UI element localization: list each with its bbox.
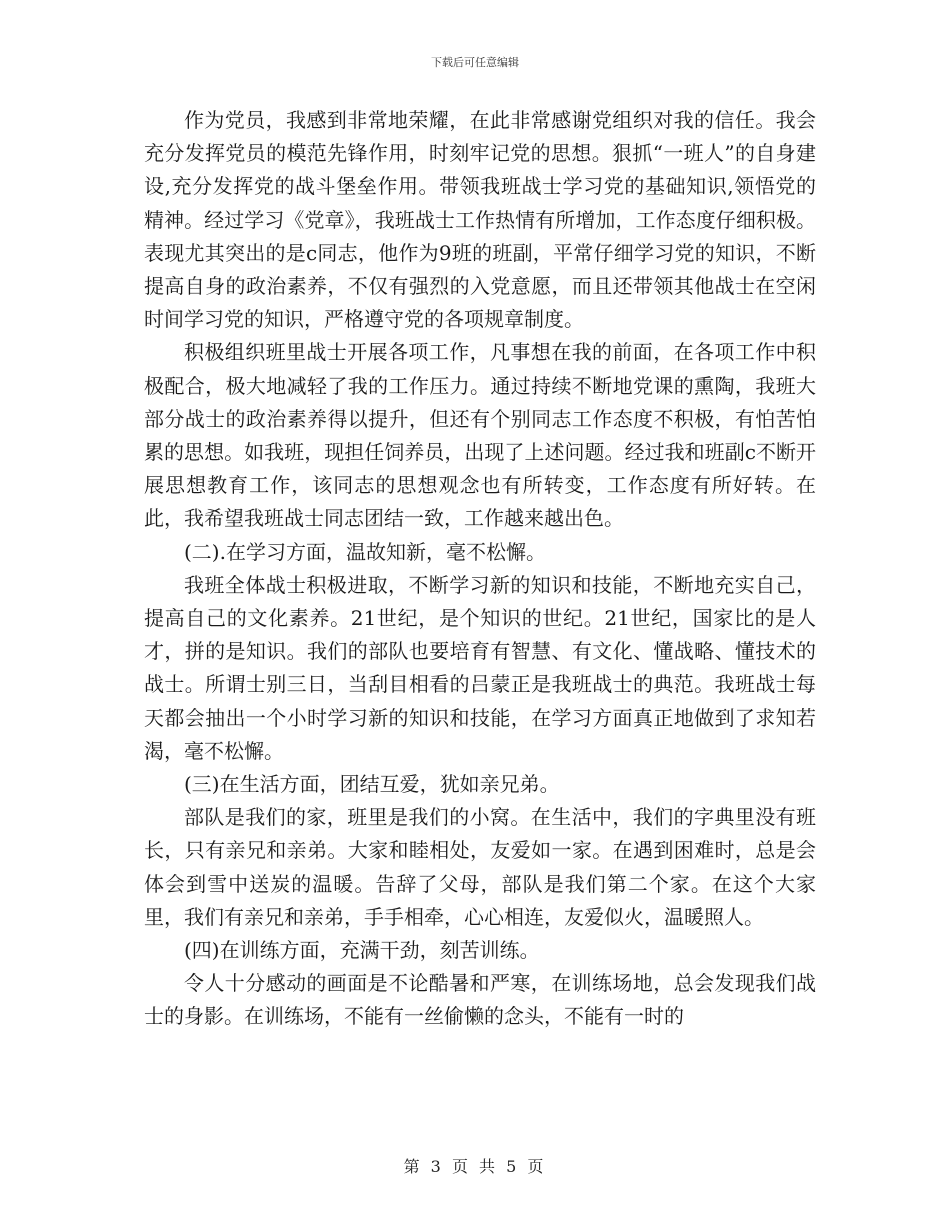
page-header-note: 下载后可任意编辑	[431, 56, 519, 69]
paragraph: 部队是我们的家，班里是我们的小窝。在生活中，我们的字典里没有班长，只有亲兄和亲弟。大家和睦相处，友爱如一家。在遇到困难时，总是会体会到雪中送炭的温暖。告辞了父母，部队是我们第二个家。在这个大家里，我们有亲兄和亲弟，手手相牵，心心相连，友爱似火，温暖照人。	[144, 805, 816, 929]
paragraph: 积极组织班里战士开展各项工作，凡事想在我的前面，在各项工作中积极配合，极大地减轻了我的工作压力。通过持续不断地党课的熏陶，我班大部分战士的政治素养得以提升，但还有个别同志工作态度不积极，有怕苦怕累的思想。如我班，现担任饲养员，出现了上述问题。经过我和班副c不断开展思想教育工作，该同志的思想观念也有所转变，工作态度有所好转。在此，我希望我班战士同志团结一致，工作越来越出色。	[144, 340, 816, 531]
paragraph: 作为党员，我感到非常地荣耀，在此非常感谢党组织对我的信任。我会充分发挥党员的模范先锋作用，时刻牢记党的思想。狠抓“一班人”的自身建设,充分发挥党的战斗堡垒作用。带领我班战士学习党的基础知识,领悟党的精神。经过学习《党章》，我班战士工作热情有所增加，工作态度仔细积极。表现尤其突出的是c同志，他作为9班的班副，平常仔细学习党的知识，不断提高自身的政治素养，不仅有强烈的入党意愿，而且还带领其他战士在空闲时间学习党的知识，严格遵守党的各项规章制度。	[144, 108, 816, 332]
document-body	[144, 104, 816, 1034]
paragraph: 我班全体战士积极进取，不断学习新的知识和技能，不断地充实自己，提高自己的文化素养。21世纪，是个知识的世纪。21世纪，国家比的是人才，拼的是知识。我们的部队也要培育有智慧、有文化、懂战略、懂技术的战士。所谓士别三日，当刮目相看的吕蒙正是我班战士的典范。我班战士每天都会抽出一个小时学习新的知识和技能，在学习方面真正地做到了求知若渴，毫不松懈。	[144, 572, 816, 763]
paragraph: 令人十分感动的画面是不论酷暑和严寒，在训练场地，总会发现我们战士的身影。在训练场，不能有一丝偷懒的念头，不能有一时的	[144, 971, 816, 1029]
page-number-footer: 第 3 页 共 5 页	[403, 1157, 547, 1176]
section-heading: (四)在训练方面，充满干劲，刻苦训练。	[184, 938, 540, 963]
section-heading: (二).在学习方面，温故知新，毫不松懈。	[184, 539, 546, 564]
section-heading: (三)在生活方面，团结互爱，犹如亲兄弟。	[184, 772, 560, 797]
